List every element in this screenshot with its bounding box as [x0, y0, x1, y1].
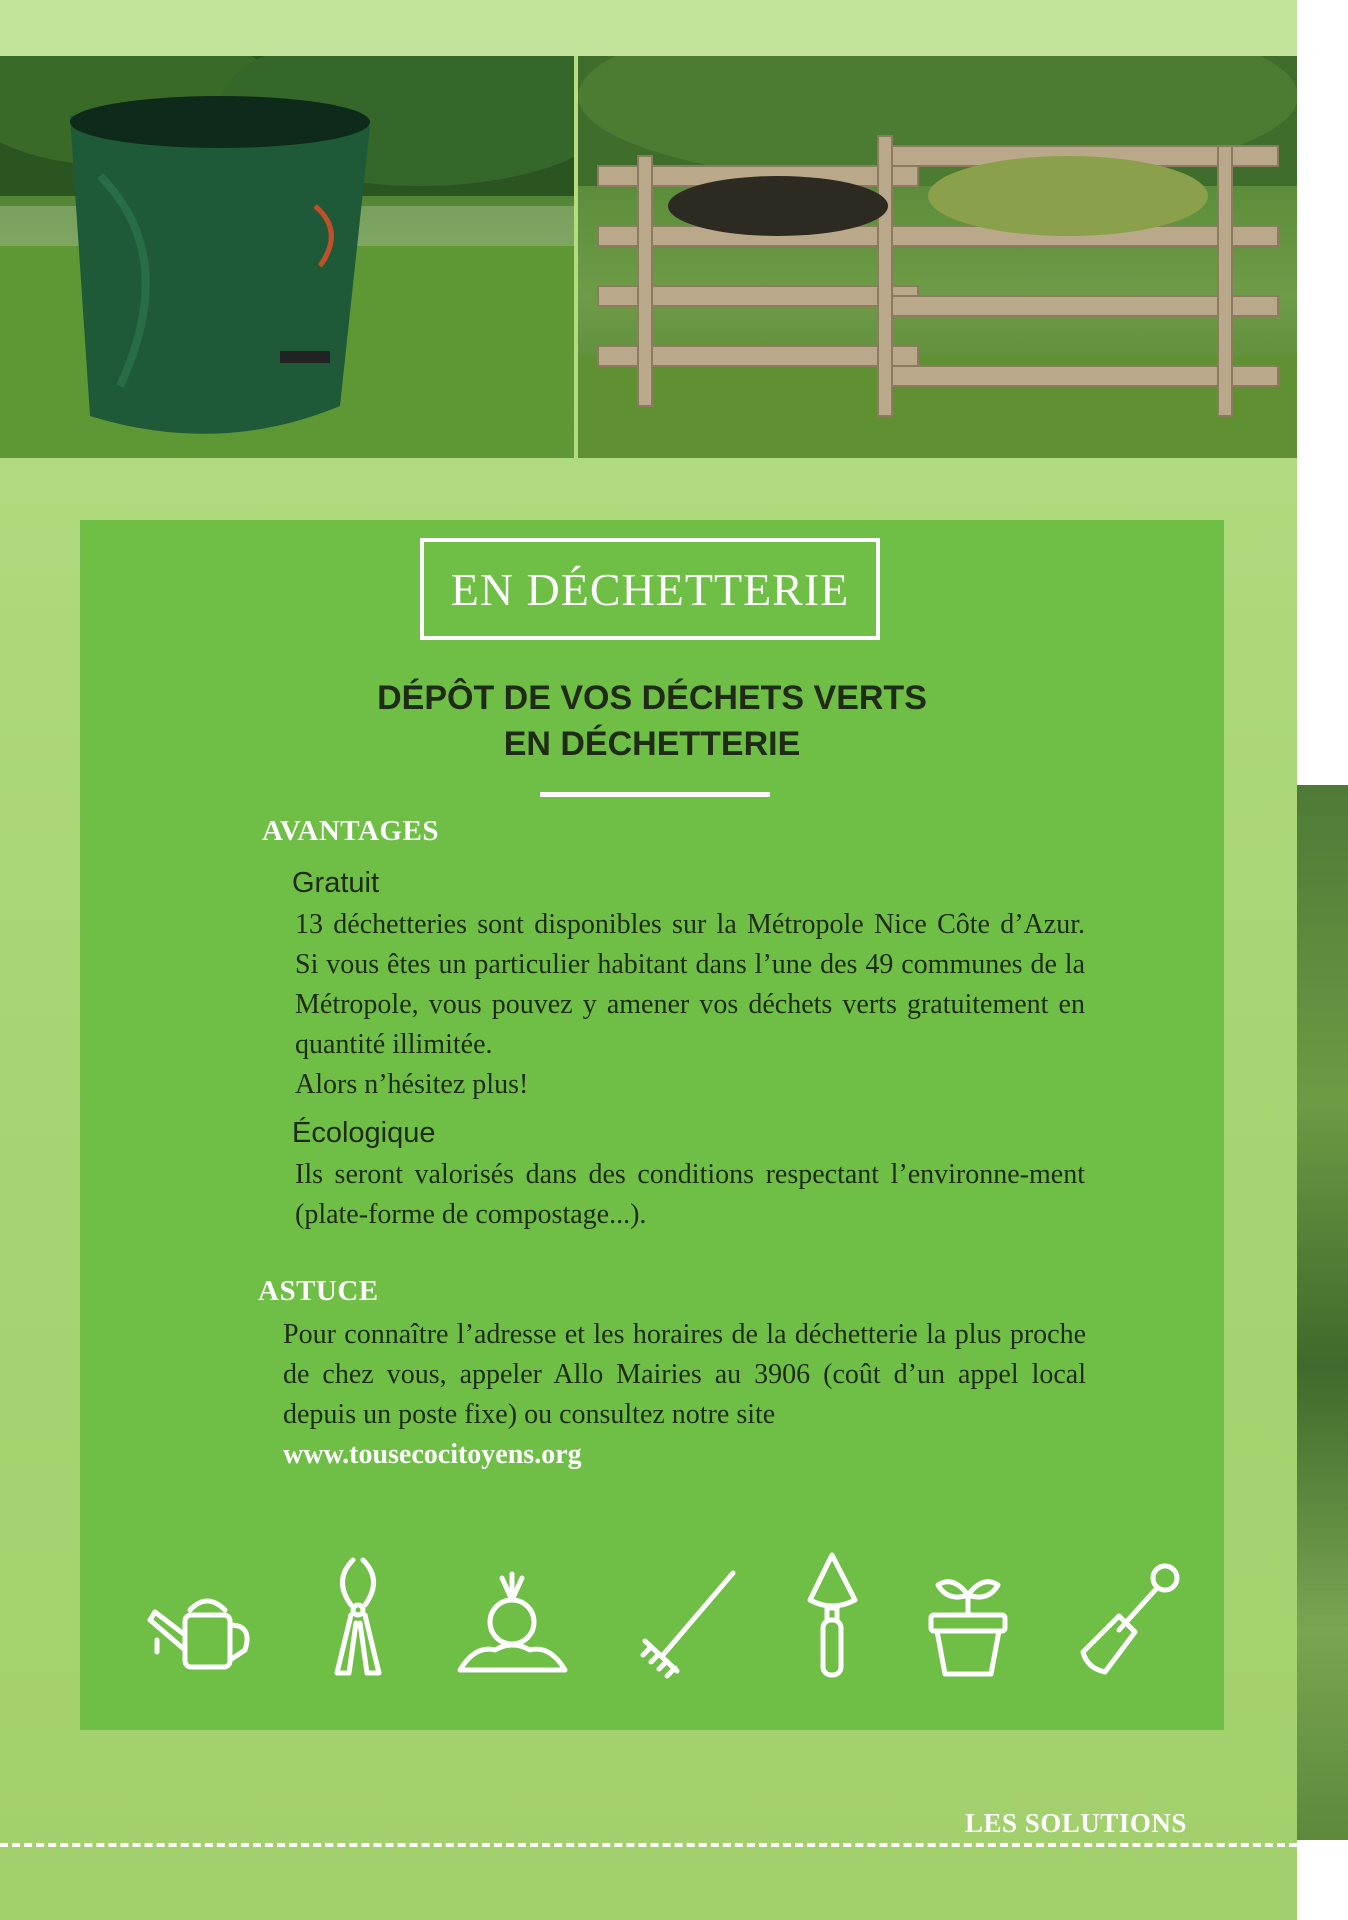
website-link[interactable]: www.tousecocitoyens.org — [283, 1439, 582, 1470]
trowel-icon — [805, 1550, 860, 1680]
adjacent-page-photo-edge — [1297, 785, 1348, 1840]
rake-icon — [633, 1565, 743, 1680]
section-title: EN DÉCHETTERIE — [450, 563, 850, 615]
gratuit-text: 13 déchetteries sont disponibles sur la Métropole Nice Côte d’Azur. Si vous êtes un particulier habitant dans l’une des 49 communes de la Métropole, vous pouvez y amener vos déchets verts gratuitement en quantité illimitée. — [295, 909, 1085, 1060]
shovel-icon — [1075, 1560, 1185, 1680]
compost-bins-photo — [578, 56, 1297, 458]
main-heading — [80, 675, 1224, 767]
garden-bag-photo — [0, 56, 574, 458]
ecologique-text: Ils seront valorisés dans des conditions respectant l’environne-ment (plate-forme de compostage...). — [295, 1159, 1085, 1230]
watering-can-icon — [145, 1580, 260, 1680]
main-heading-line1: DÉPÔT DE VOS DÉCHETS VERTS — [377, 679, 927, 717]
gratuit-text-2: Alors n’hésitez plus! — [295, 1069, 529, 1100]
radish-icon — [455, 1570, 570, 1680]
avantages-label: AVANTAGES — [262, 815, 439, 847]
heading-divider — [540, 792, 770, 797]
ecologique-title: Écologique — [292, 1117, 436, 1149]
sprout-pot-icon — [923, 1570, 1013, 1680]
astuce-label: ASTUCE — [258, 1275, 379, 1307]
pruning-shears-icon — [323, 1555, 393, 1680]
info-panel — [80, 520, 1224, 1730]
astuce-body: Pour connaître l’adresse et les horaires de la déchetterie la plus proche de chez vous, appeler Allo Mairies au 3906 (coût d’un appel local depuis un poste fixe) ou consultez notre site — [283, 1319, 1086, 1430]
page-top-strip — [0, 0, 1297, 56]
footer-label: LES SOLUTIONS — [965, 1808, 1187, 1838]
astuce-text — [283, 1315, 1086, 1475]
footer-dashed-line — [0, 1843, 1297, 1847]
garden-tools-icons — [145, 1540, 1185, 1680]
main-heading-line2: EN DÉCHETTERIE — [503, 725, 801, 763]
section-title-box — [420, 538, 880, 640]
gratuit-title: Gratuit — [292, 867, 380, 899]
